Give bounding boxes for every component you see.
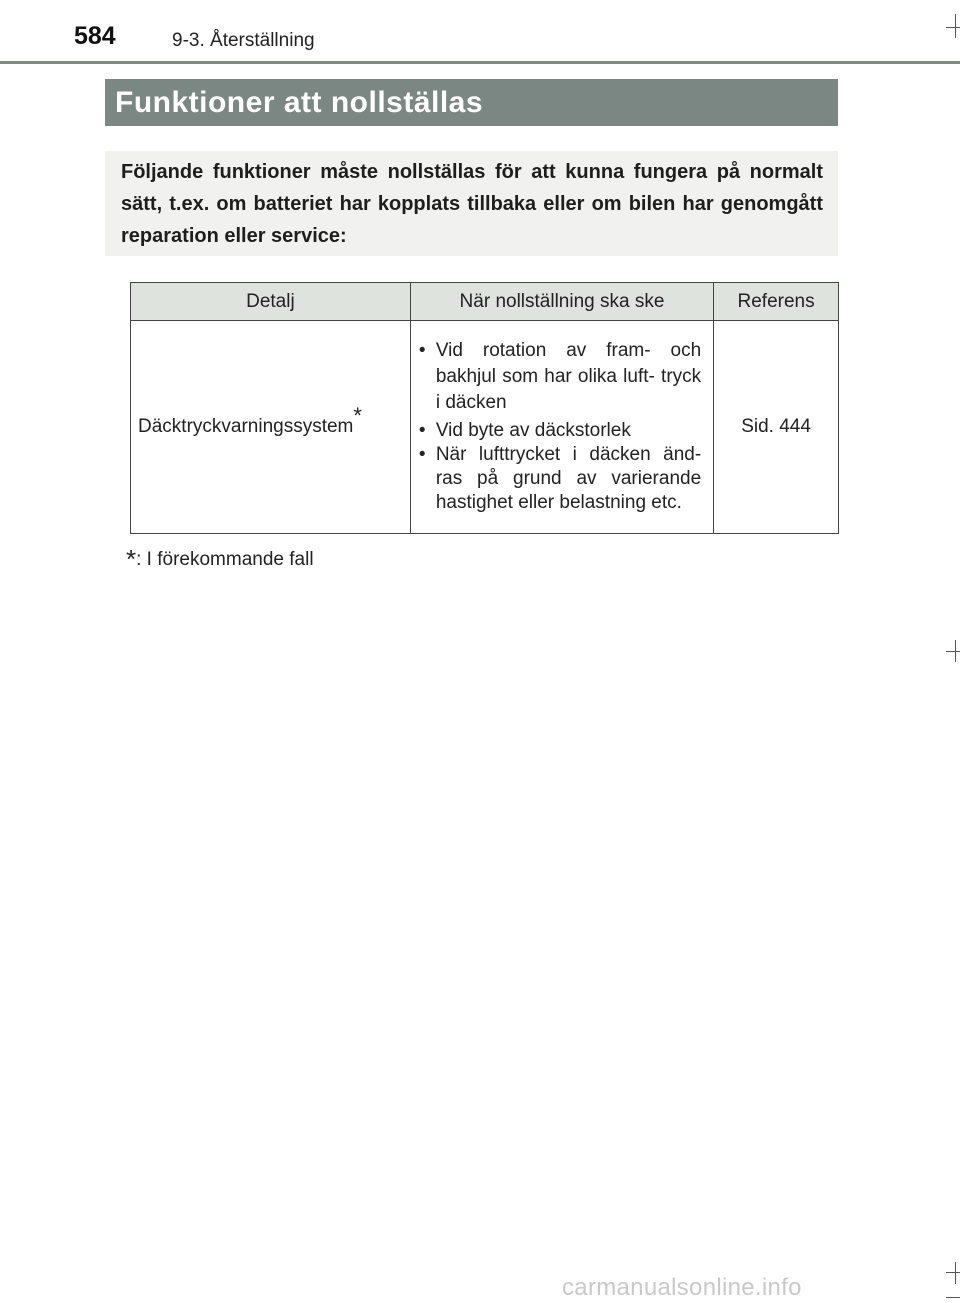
title-bar [105, 79, 838, 126]
column-header-when: När nollställning ska ske [410, 283, 713, 321]
footnote-asterisk: * [126, 544, 137, 574]
footnote-text: : I förekommande fall [136, 549, 314, 570]
bullet-icon: • [418, 419, 426, 441]
when-list [419, 338, 701, 515]
reset-table [130, 282, 839, 534]
detail-cell [131, 321, 411, 534]
bullet-icon: • [418, 339, 426, 361]
footnote [126, 541, 314, 572]
page-number: 584 [74, 22, 116, 50]
column-header-reference: Referens [714, 283, 839, 321]
table-row [131, 321, 839, 534]
watermark: carmanualsonline.info [562, 1274, 802, 1301]
list-item-text: När lufttrycket i däcken änd- ras på grund av varierande hastighet eller belastning etc. [435, 443, 702, 513]
section-label: 9-3. Återställning [172, 30, 315, 51]
asterisk-mark: * [353, 402, 362, 428]
bullet-icon: • [418, 443, 426, 465]
page-title: Funktioner att nollställas [115, 86, 484, 119]
intro-text: Följande funktioner måste nollställas för att kunna fungera på normalt sätt, t.ex. om batteriet har kopplats tillbaka eller om bilen har genomgått reparation eller service: [121, 161, 823, 247]
list-item [419, 338, 701, 416]
detail-text: Däcktryckvarningssystem [138, 416, 354, 437]
list-item [419, 443, 701, 515]
header-rule [0, 61, 960, 64]
when-cell [410, 321, 713, 534]
intro-box [105, 151, 838, 256]
list-item-text: Vid byte av däckstorlek [435, 419, 631, 441]
reference-cell: Sid. 444 [714, 321, 839, 534]
table-header-row [131, 283, 839, 321]
column-header-detail: Detalj [131, 283, 411, 321]
list-item [419, 419, 701, 443]
list-item-text: Vid rotation av fram- och bakhjul som har olika luft- tryck i däcken [435, 339, 702, 413]
